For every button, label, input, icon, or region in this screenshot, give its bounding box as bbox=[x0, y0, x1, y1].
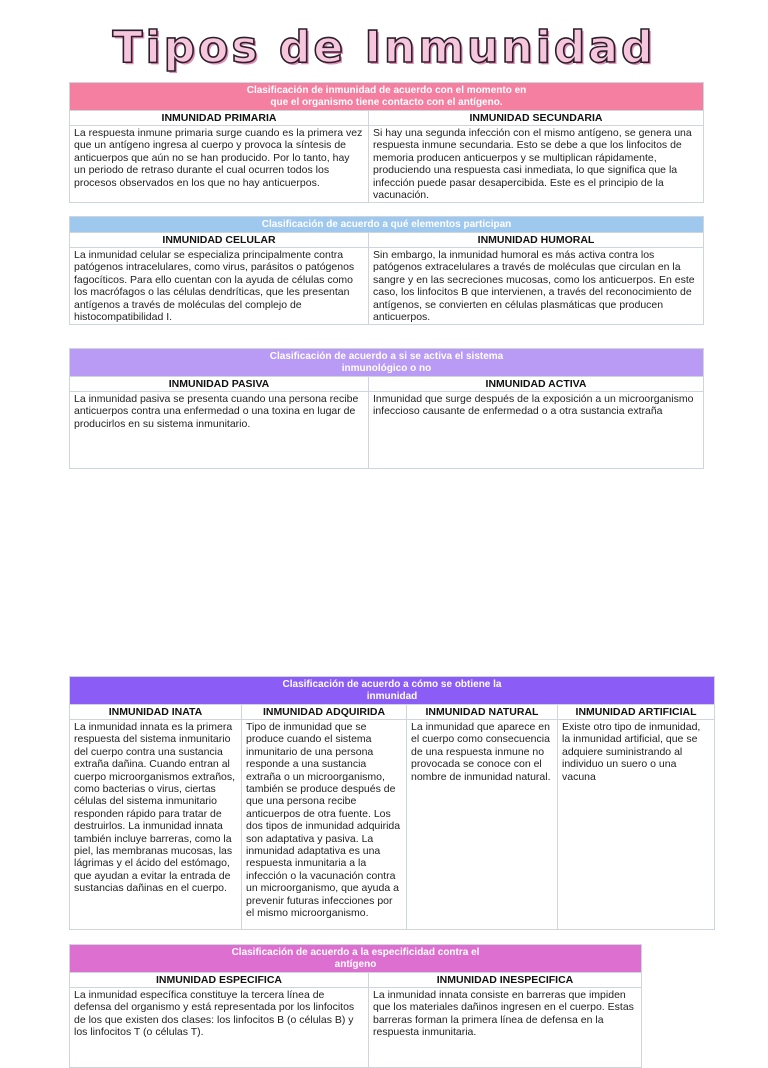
cell-pasiva: La inmunidad pasiva se presenta cuando una persona recibe anticuerpos contra una enfermedad o una toxina en lugar de producirlos en su sistema inmunitario. bbox=[70, 392, 369, 469]
table-header bbox=[70, 217, 704, 233]
header-line-2: inmunológico o no bbox=[341, 363, 432, 374]
column-header-humoral: INMUNIDAD HUMORAL bbox=[369, 233, 704, 248]
table-elementos-participan bbox=[69, 216, 704, 325]
column-header-secundaria: INMUNIDAD SECUNDARIA bbox=[369, 111, 704, 126]
column-header-celular: INMUNIDAD CELULAR bbox=[70, 233, 369, 248]
column-header-especifica: INMUNIDAD ESPECIFICA bbox=[70, 973, 369, 988]
column-header-inata: INMUNIDAD INATA bbox=[70, 705, 242, 720]
page-title: Tipos de Inmunidad bbox=[112, 22, 656, 73]
cell-artificial: Existe otro tipo de inmunidad, la inmunidad artificial, que se adquiere suministrando al individuo un suero o una vacuna bbox=[558, 720, 715, 930]
cell-inata: La inmunidad innata es la primera respuesta del sistema inmunitario del cuerpo contra una sustancia extraña dañina. Cuando entran al cuerpo microorganismos extraños, como bacterias o virus, ciertas células del sistema inmunitario responden rápido para tratar de destruirlos. La inmunidad innata también incluye barreras, como la piel, las membranas mucosas, las lágrimas y el ácido del estómago, que ayudan a evitar la entrada de sustancias dañinas en el cuerpo. bbox=[70, 720, 242, 930]
cell-natural: La inmunidad que aparece en el cuerpo como consecuencia de una respuesta inmune no provocada se conoce con el nombre de inmunidad natural. bbox=[407, 720, 558, 930]
cell-primaria: La respuesta inmune primaria surge cuando es la primera vez que un antígeno ingresa al cuerpo y provoca la síntesis de anticuerpos que aún no se han producido. Por lo tanto, hay un periodo de retraso durante el cual ocurren todos los procesos observados en los que no hay anticuerpos. bbox=[70, 126, 369, 203]
table-como-se-obtiene bbox=[69, 676, 715, 930]
column-header-adquirida: INMUNIDAD ADQUIRIDA bbox=[242, 705, 407, 720]
header-line-2: que el organismo tiene contacto con el antígeno. bbox=[270, 97, 503, 108]
header-line-2: inmunidad bbox=[366, 691, 418, 702]
header-line-1: Clasificación de acuerdo a qué elementos participan bbox=[261, 219, 512, 230]
cell-activa: Inmunidad que surge después de la exposición a un microorganismo infeccioso causante de enfermedad o a otra sustancia extraña bbox=[369, 392, 704, 469]
column-header-natural: INMUNIDAD NATURAL bbox=[407, 705, 558, 720]
cell-adquirida: Tipo de inmunidad que se produce cuando el sistema inmunitario de una persona responde a una sustancia extraña o un microorganismo, también se produce después de que una persona recibe anticuerpos de otra fuente. Los dos tipos de inmunidad adquirida son adaptativa y pasiva. La inmunidad adaptativa es una respuesta inmunitaria a la infección o la vacunación contra un microorganismo, que ayuda a prevenir futuras infecciones por el mismo microorganismo. bbox=[242, 720, 407, 930]
column-header-artificial: INMUNIDAD ARTIFICIAL bbox=[558, 705, 715, 720]
column-header-inespecifica: INMUNIDAD INESPECIFICA bbox=[369, 973, 642, 988]
table-especificidad bbox=[69, 944, 642, 1068]
column-header-activa: INMUNIDAD ACTIVA bbox=[369, 377, 704, 392]
cell-inespecifica: La inmunidad innata consiste en barreras que impiden que los materiales dañinos ingresen en el cuerpo. Estas barreras forman la primera línea de defensa en la respuesta inmunitaria. bbox=[369, 988, 642, 1068]
column-header-primaria: INMUNIDAD PRIMARIA bbox=[70, 111, 369, 126]
table-header bbox=[70, 349, 704, 377]
header-line-1: Clasificación de acuerdo a si se activa el sistema bbox=[269, 351, 504, 362]
header-line-1: Clasificación de acuerdo a cómo se obtiene la bbox=[282, 679, 502, 690]
cell-humoral: Sin embargo, la inmunidad humoral es más activa contra los patógenos extracelulares a través de moléculas que circulan en la sangre y en las secreciones mucosas, como los anticuerpos. En este caso, los linfocitos B que intervienen, a través del reconocimiento de antígenos, se convierten en células plasmáticas que producen anticuerpos. bbox=[369, 248, 704, 325]
header-line-1: Clasificación de inmunidad de acuerdo con el momento en bbox=[246, 85, 527, 96]
table-header bbox=[70, 83, 704, 111]
table-header bbox=[70, 945, 642, 973]
table-header bbox=[70, 677, 715, 705]
cell-celular: La inmunidad celular se especializa principalmente contra patógenos intracelulares, como virus, parásitos o patógenos fagocíticos. Para ello cuentan con la ayuda de células como los macrófagos o las células dendríticas, que les presentan antígenos a través de moléculas del complejo de histocompatibilidad I. bbox=[70, 248, 369, 325]
table-momento-contacto bbox=[69, 82, 704, 203]
cell-secundaria: Si hay una segunda infección con el mismo antígeno, se genera una respuesta inmune secundaria. Esto se debe a que los linfocitos de memoria producen anticuerpos y se multiplican rápidamente, produciendo una respuesta casi inmediata, lo que significa que la infección puede pasar desapercibida. Este es el principio de la vacunación. bbox=[369, 126, 704, 203]
header-line-1: Clasificación de acuerdo a la especificidad contra el bbox=[231, 947, 480, 958]
table-activacion-sistema bbox=[69, 348, 704, 469]
cell-especifica: La inmunidad específica constituye la tercera línea de defensa del organismo y está representada por los linfocitos de los que existen dos clases: los linfocitos B (o células B) y los linfocitos T (o células T). bbox=[70, 988, 369, 1068]
header-line-2: antígeno bbox=[334, 959, 377, 970]
column-header-pasiva: INMUNIDAD PASIVA bbox=[70, 377, 369, 392]
